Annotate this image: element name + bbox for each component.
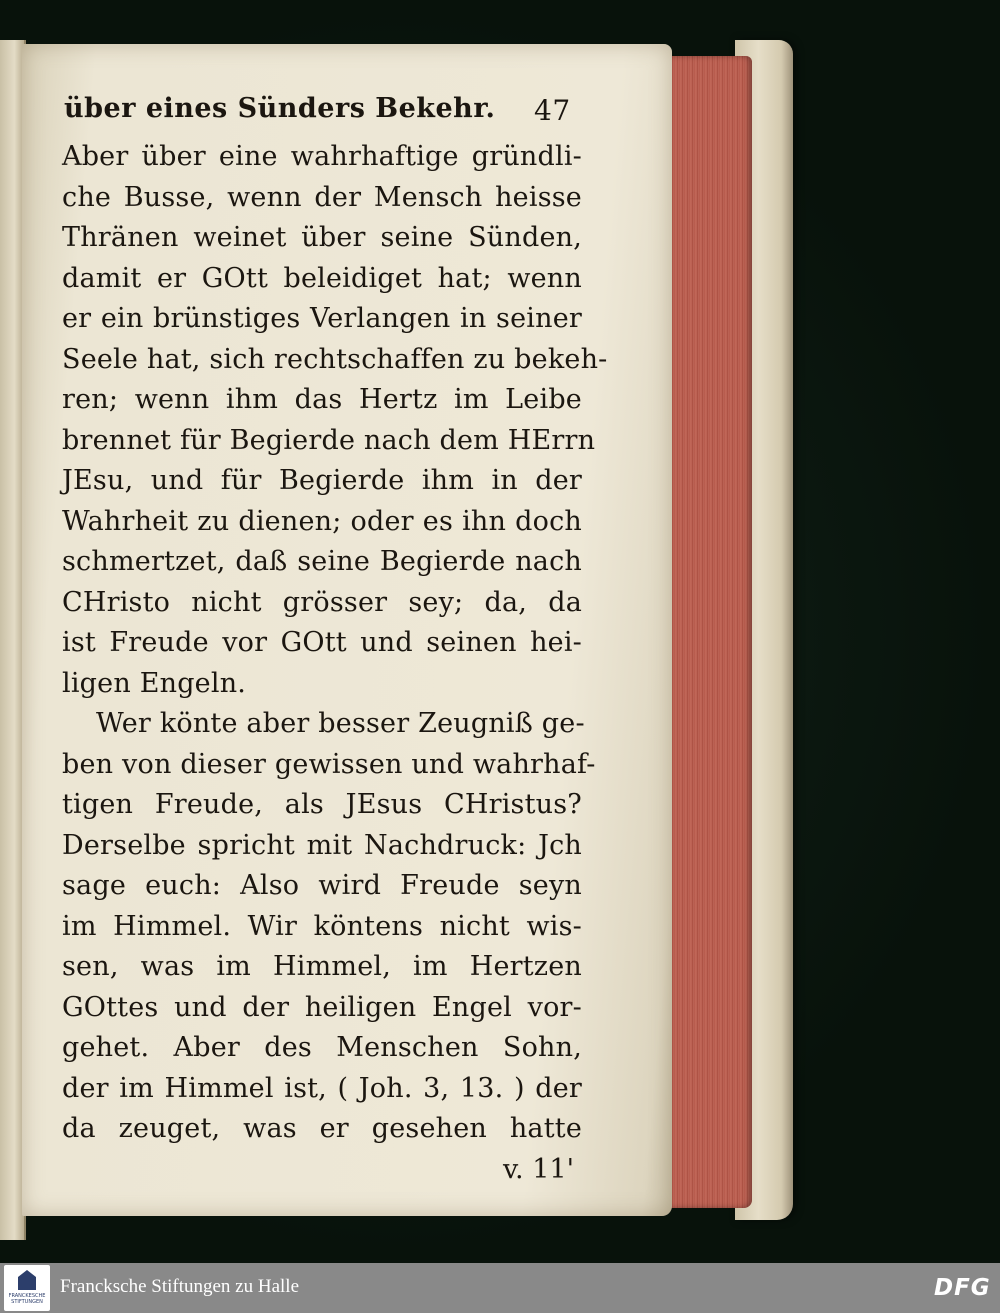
text-line: der im Himmel ist, ( Joh. 3, 13. ) der: [62, 1072, 582, 1104]
logo-text: FRANCKESCHE STIFTUNGEN: [8, 1293, 46, 1305]
text-line: damit er GOtt beleidiget hat; wenn: [62, 262, 582, 294]
page-edges-red: [664, 56, 752, 1208]
text-line: Wahrheit zu dienen; oder es ihn doch: [62, 505, 582, 537]
page-text: [62, 93, 608, 1190]
institution-name[interactable]: Francksche Stiftungen zu Halle: [60, 1276, 300, 1297]
text-line: sen, was im Himmel, im Hertzen: [62, 951, 582, 982]
text-line: Seele hat, sich rechtschaffen zu bekeh-: [62, 343, 608, 375]
text-line: im Himmel. Wir köntens nicht wis-: [62, 910, 582, 942]
running-head: über eines Sünders Bekehr.: [64, 93, 496, 124]
text-line: GOttes und der heiligen Engel vor-: [62, 991, 582, 1023]
text-line: gehet. Aber des Menschen Sohn,: [62, 1032, 582, 1063]
page-header: [62, 93, 582, 137]
text-line: schmertzet, daß seine Begierde nach: [62, 546, 582, 577]
catchword: v. 11': [503, 1153, 574, 1185]
text-line: tigen Freude, als JEsus CHristus?: [62, 789, 582, 820]
footer-bar: [0, 1263, 1000, 1313]
text-line: ligen Engeln.: [62, 667, 247, 699]
text-line: ren; wenn ihm das Hertz im Leibe: [62, 384, 582, 415]
building-icon: [18, 1270, 36, 1290]
text-line: da zeuget, was er gesehen hatte: [62, 1113, 582, 1144]
text-line: sage euch: Also wird Freude seyn: [62, 870, 582, 901]
text-line: Wer könte aber besser Zeugniß ge-: [96, 708, 585, 739]
text-line: che Busse, wenn der Mensch heisse: [62, 181, 582, 213]
text-line: Thränen weinet über seine Sünden,: [62, 222, 582, 253]
page-number: 47: [534, 94, 571, 127]
text-line: er ein brünstiges Verlangen in seiner: [62, 303, 582, 334]
text-line: Derselbe spricht mit Nachdruck: Jch: [62, 829, 582, 861]
institution-logo[interactable]: [4, 1265, 50, 1311]
text-line: ben von dieser gewissen und wahrhaf-: [62, 748, 596, 780]
text-line: JEsu, und für Begierde ihm in der: [62, 465, 582, 496]
text-line: CHristo nicht grösser sey; da, da: [62, 586, 582, 618]
dfg-logo[interactable]: DFG: [934, 1275, 991, 1301]
text-line: ist Freude vor GOtt und seinen hei-: [62, 627, 582, 658]
text-line: brennet für Begierde nach dem HErrn: [62, 424, 596, 456]
text-line: Aber über eine wahrhaftige gründli-: [62, 141, 582, 172]
